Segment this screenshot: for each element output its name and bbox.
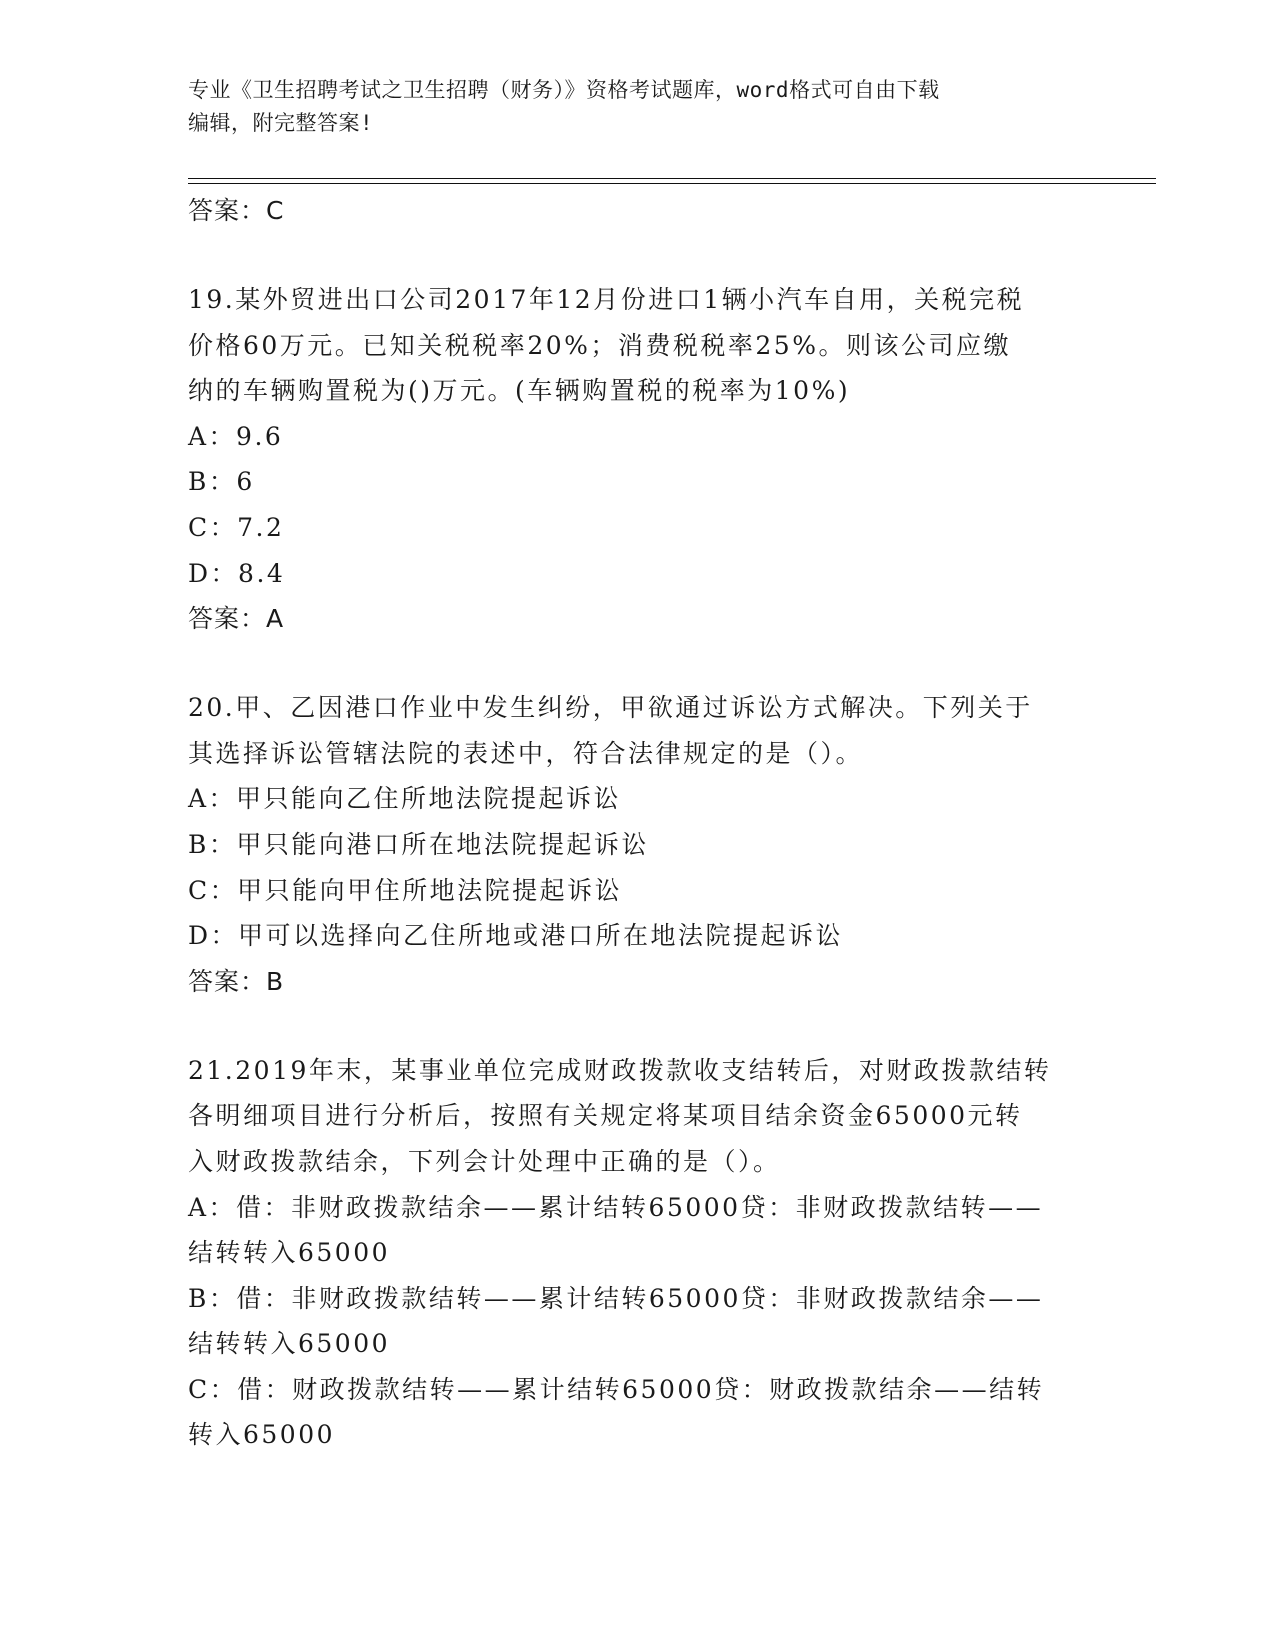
option-b: B：甲只能向港口所在地法院提起诉讼 — [188, 829, 649, 859]
question-text-line: 21.2019年末，某事业单位完成财政拨款收支结转后，对财政拨款结转 — [188, 1055, 1052, 1085]
document-header — [188, 74, 1088, 140]
answer-line: 答案：A — [188, 604, 285, 634]
question-20 — [188, 685, 1088, 1005]
option-c-continued: 转入65000 — [188, 1420, 336, 1450]
question-text-line: 入财政拨款结余，下列会计处理中正确的是（）。 — [188, 1146, 781, 1176]
option-b: B：6 — [188, 467, 255, 497]
question-text-line: 各明细项目进行分析后，按照有关规定将某项目结余资金65000元转 — [188, 1101, 1023, 1131]
option-b-continued: 结转转入65000 — [188, 1329, 391, 1359]
question-text-line: 价格60万元。已知关税税率20%；消费税税率25%。则该公司应缴 — [188, 330, 1011, 360]
question-text-line: 其选择诉讼管辖法院的表述中，符合法律规定的是（）。 — [188, 738, 864, 768]
answer-line: 答案：B — [188, 966, 285, 996]
header-divider-bottom — [188, 183, 1156, 184]
question-text-line: 纳的车辆购置税为()万元。(车辆购置税的税率为10%) — [188, 376, 851, 406]
option-d: D：甲可以选择向乙住所地或港口所在地法院提起诉讼 — [188, 921, 844, 951]
option-c: C：7.2 — [188, 512, 285, 542]
question-19 — [188, 277, 1088, 642]
header-divider-top — [188, 178, 1156, 179]
option-c: C：甲只能向甲住所地法院提起诉讼 — [188, 875, 623, 905]
option-a: A：借：非财政拨款结余——累计结转65000贷：非财政拨款结转—— — [188, 1192, 1044, 1222]
previous-answer: 答案：C — [188, 196, 285, 225]
header-line-1: 专业《卫生招聘考试之卫生招聘（财务）》资格考试题库，word格式可自由下载 — [188, 78, 940, 102]
question-list — [188, 188, 1088, 1458]
option-a: A：甲只能向乙住所地法院提起诉讼 — [188, 784, 622, 814]
option-a: A：9.6 — [188, 421, 284, 451]
header-line-2: 编辑，附完整答案! — [188, 111, 374, 135]
question-text-line: 19.某外贸进出口公司2017年12月份进口1辆小汽车自用，关税完税 — [188, 285, 1025, 314]
option-b: B：借：非财政拨款结转——累计结转65000贷：非财政拨款结余—— — [188, 1283, 1044, 1313]
question-21 — [188, 1048, 1088, 1458]
option-d: D：8.4 — [188, 558, 286, 588]
option-a-continued: 结转转入65000 — [188, 1238, 391, 1268]
question-text-line: 20.甲、乙因港口作业中发生纠纷，甲欲通过诉讼方式解决。下列关于 — [188, 693, 1033, 723]
option-c: C：借：财政拨款结转——累计结转65000贷：财政拨款结余——结转 — [188, 1374, 1045, 1404]
